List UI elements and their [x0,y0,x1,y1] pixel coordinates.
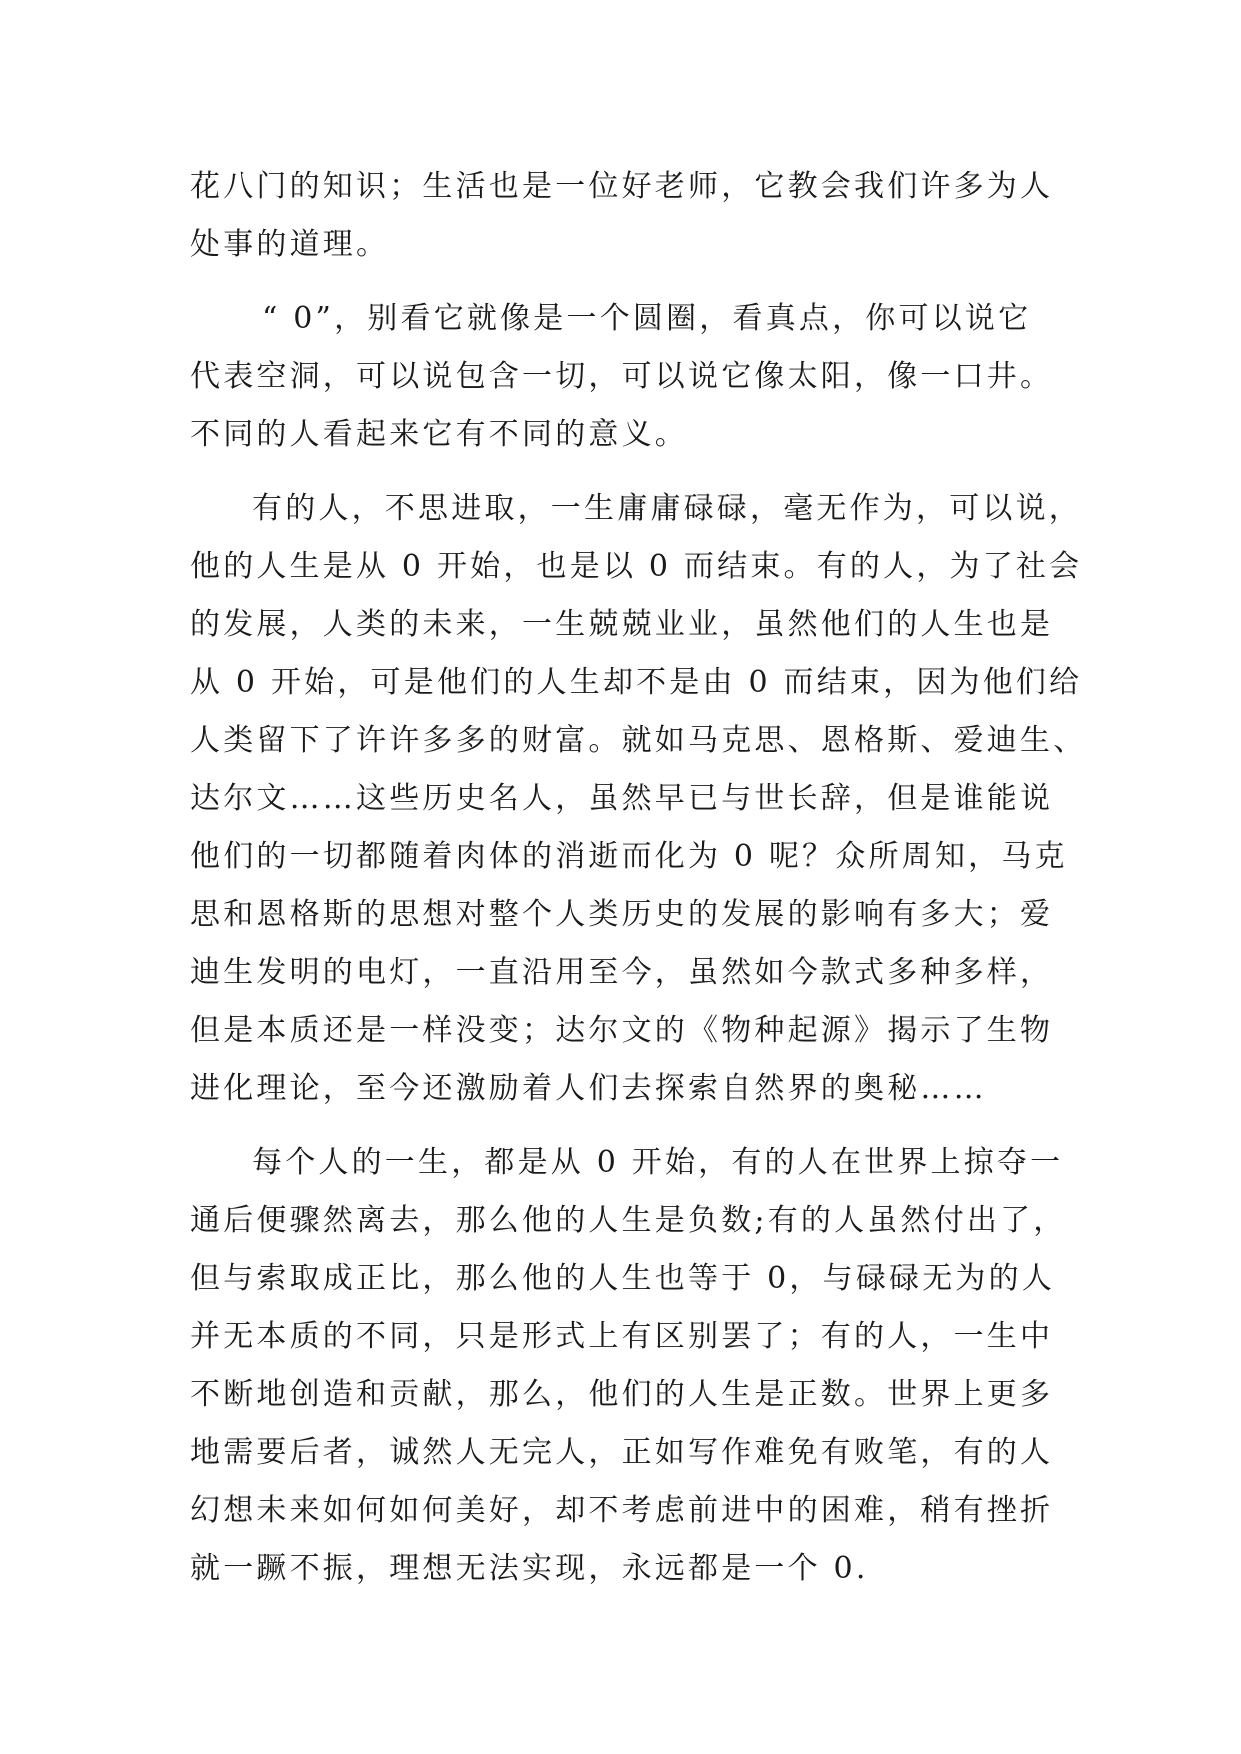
text-line: 幻想未来如何如何美好，却不考虑前进中的困难，稍有挫折 [190,1493,1054,1528]
text-line: 的发展，人类的未来，一生兢兢业业，虽然他们的人生也是 [190,607,1054,642]
text-line: 他们的一切都随着肉体的消逝而化为 0 呢？众所周知，马克 [190,839,1068,874]
text-line: 迪生发明的电灯，一直沿用至今，虽然如今款式多种多样， [190,955,1054,990]
text-line: 就一蹶不振，理想无法实现，永远都是一个 0. [190,1551,869,1586]
text-line: 他的人生是从 0 开始，也是以 0 而结束。有的人，为了社会 [190,549,1083,584]
text-line: 通后便骤然离去，那么他的人生是负数;有的人虽然付出了， [190,1203,1067,1238]
text-line: 不同的人看起来它有不同的意义。 [190,417,688,452]
text-line: 代表空洞，可以说包含一切，可以说它像太阳，像一口井。 [190,359,1054,394]
text-line: 并无本质的不同，只是形式上有区别罢了；有的人，一生中 [190,1319,1054,1354]
text-line: 思和恩格斯的思想对整个人类历史的发展的影响有多大；爱 [190,897,1054,932]
text-line: 但是本质还是一样没变；达尔文的《物种起源》揭示了生物 [190,1013,1054,1048]
text-line: 处事的道理。 [190,227,390,262]
text-line: 每个人的一生，都是从 0 开始，有的人在世界上掠夺一 [252,1145,1064,1180]
text-line: 进化理论，至今还激励着人们去探索自然界的奥秘…… [190,1071,987,1106]
text-line: 人类留下了许许多多的财富。就如马克思、恩格斯、爱迪生、 [190,723,1087,758]
text-line: 不断地创造和贡献，那么，他们的人生是正数。世界上更多 [190,1377,1054,1412]
text-line: 有的人，不思进取，一生庸庸碌碌，毫无作为，可以说， [252,491,1082,526]
text-line: “ 0”，别看它就像是一个圆圈，看真点，你可以说它 [262,301,1032,336]
text-line: 但与索取成正比，那么他的人生也等于 0，与碌碌无为的人 [190,1261,1056,1296]
essay-body [190,158,1087,1598]
text-line: 从 0 开始，可是他们的人生却不是由 0 而结束，因为他们给 [190,665,1083,700]
text-line: 地需要后者，诚然人无完人，正如写作难免有败笔，有的人 [190,1435,1054,1470]
text-line: 达尔文……这些历史名人，虽然早已与世长辞，但是谁能说 [190,781,1054,816]
text-line: 花八门的知识；生活也是一位好老师，它教会我们许多为人 [190,169,1054,204]
